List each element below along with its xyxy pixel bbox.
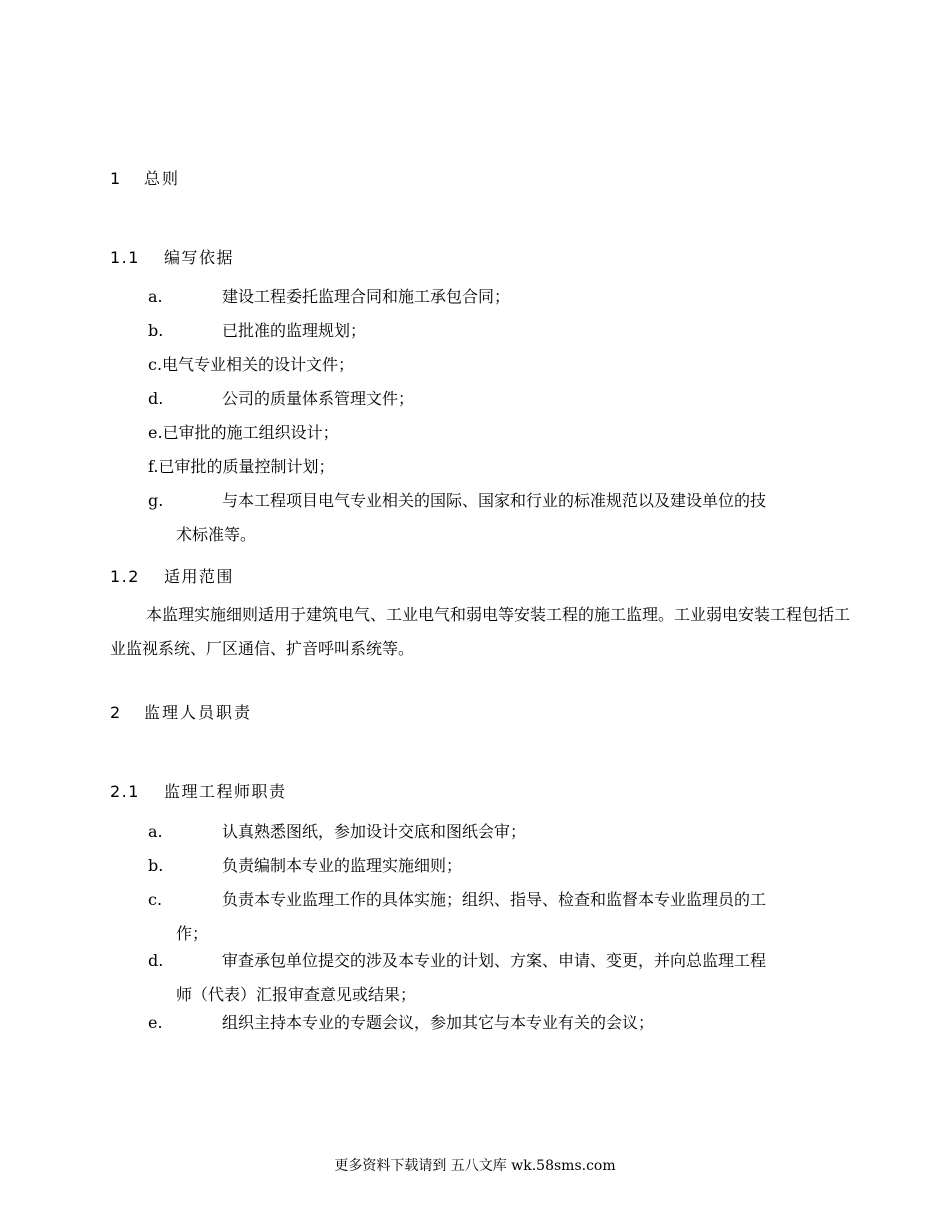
list-text: 电气专业相关的设计文件； (162, 355, 355, 374)
heading-1-1 (110, 245, 234, 268)
list-item (148, 382, 860, 416)
list-item (148, 883, 860, 951)
heading-title: 编写依据 (164, 248, 235, 267)
list-item (148, 815, 860, 849)
list-item (148, 1006, 860, 1040)
heading-2 (110, 700, 252, 723)
list-text: 负责编制本专业的监理实施细则； (222, 856, 463, 875)
list-text: 公司的质量体系管理文件； (222, 389, 415, 408)
footer-text: 更多资料下载请到 五八文库 wk.58sms.com (334, 1158, 616, 1174)
list-text: 已审批的施工组织设计； (162, 423, 339, 442)
list-marker: a. (148, 822, 163, 841)
heading-number: 1.2 (110, 567, 140, 586)
heading-number: 1.1 (110, 248, 140, 267)
list-text-continuation: 作； (176, 924, 209, 943)
list-item (148, 944, 860, 1012)
heading-number: 1 (110, 169, 123, 188)
list-marker: e. (148, 423, 163, 442)
list-text: 与本工程项目电气专业相关的国际、国家和行业的标准规范以及建设单位的技 (222, 491, 767, 510)
list-item (148, 314, 860, 348)
list-text: 已审批的质量控制计划； (158, 457, 335, 476)
heading-2-1 (110, 779, 287, 802)
heading-title: 适用范围 (164, 567, 235, 586)
heading-number: 2.1 (110, 782, 140, 801)
list-marker: b. (148, 856, 164, 875)
list-text: 认真熟悉图纸，参加设计交底和图纸会审； (222, 822, 527, 841)
list-marker: d. (148, 389, 164, 408)
list-item (148, 416, 860, 450)
heading-title: 总则 (144, 169, 181, 188)
list-text: 负责本专业监理工作的具体实施；组织、指导、检查和监督本专业监理员的工 (222, 890, 767, 909)
list-marker: f. (148, 457, 159, 476)
heading-title: 监理人员职责 (144, 703, 253, 722)
list-item (148, 450, 860, 484)
list-text: 组织主持本专业的专题会议，参加其它与本专业有关的会议； (222, 1013, 655, 1032)
list-text: 审查承包单位提交的涉及本专业的计划、方案、申请、变更，并向总监理工程 (222, 951, 767, 970)
heading-1-2 (110, 564, 234, 587)
list-item (148, 348, 860, 382)
list-marker: c. (148, 355, 163, 374)
list-text: 建设工程委托监理合同和施工承包合同； (222, 287, 511, 306)
list-marker: d. (148, 951, 164, 970)
list-text: 已批准的监理规划； (222, 321, 367, 340)
list-marker: a. (148, 287, 163, 306)
list-marker: e. (148, 1013, 163, 1032)
heading-number: 2 (110, 703, 123, 722)
list-item (148, 849, 860, 883)
list-marker: g. (148, 491, 164, 510)
paragraph: 本监理实施细则适用于建筑电气、工业电气和弱电等安装工程的施工监理。工业弱电安装工程包括工业监视系统、厂区通信、扩音呼叫系统等。 (110, 605, 851, 658)
list-text-continuation: 师（代表）汇报审查意见或结果； (176, 985, 417, 1004)
list-text-continuation: 术标准等。 (176, 525, 257, 544)
heading-1 (110, 166, 180, 189)
heading-title: 监理工程师职责 (164, 782, 287, 801)
list-item (148, 280, 860, 314)
list-marker: c. (148, 890, 163, 909)
list-marker: b. (148, 321, 164, 340)
list-item (148, 484, 860, 552)
